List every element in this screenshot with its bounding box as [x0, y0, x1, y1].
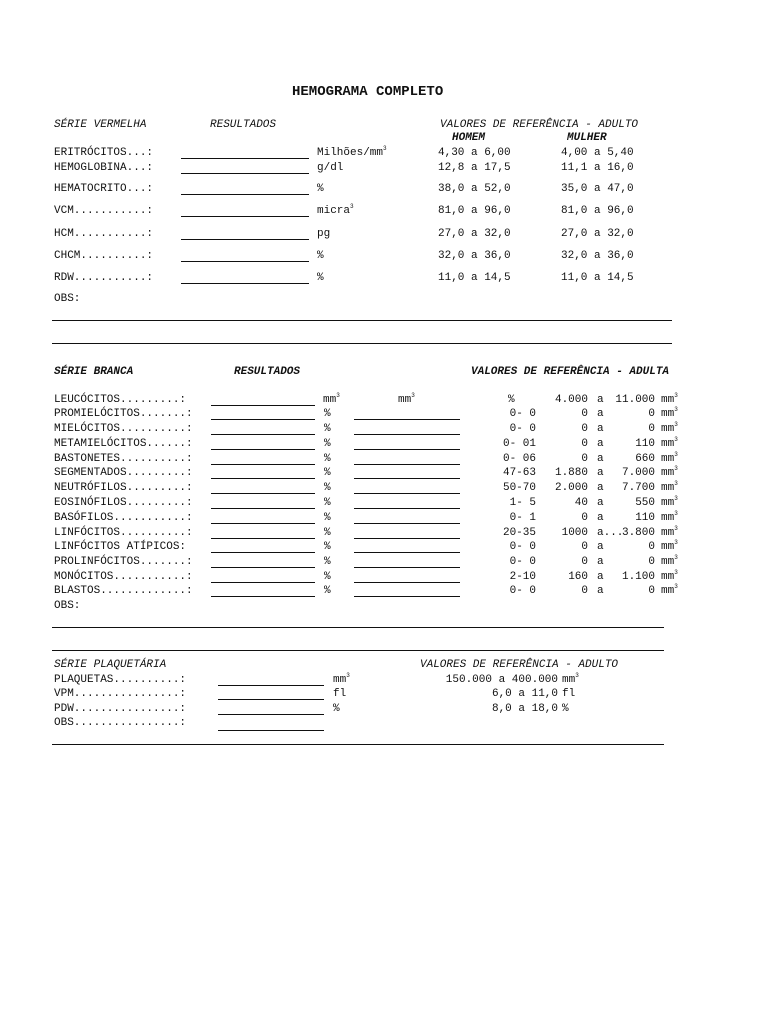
leuco-pct-header: %	[508, 394, 515, 406]
white-ref-unit-text: mm	[661, 527, 675, 539]
white-ref-pct: 0- 0	[509, 408, 536, 420]
red-row-unit-sup: 3	[383, 145, 387, 152]
red-ref-homem: 32,0 a 36,0	[438, 250, 511, 262]
platelet-ref-unit	[562, 688, 575, 701]
white-ref-a: a	[597, 408, 604, 420]
white-ref-unit	[661, 556, 678, 569]
white-ref-unit-text: mm	[661, 482, 675, 494]
white-ref-unit	[661, 512, 678, 525]
white-row-label: METAMIELÓCITOS......:	[54, 438, 193, 450]
white-ref-high: 0	[648, 541, 655, 553]
red-result-field[interactable]	[181, 216, 309, 217]
platelet-row-unit	[333, 688, 346, 701]
red-result-field[interactable]	[181, 261, 309, 262]
white-ref-high: 3.800	[621, 527, 655, 539]
platelet-obs-label: OBS................:	[54, 717, 187, 729]
white-results-header: RESULTADOS	[234, 366, 301, 378]
red-ref-homem: 81,0 a 96,0	[438, 205, 511, 217]
white-ref-unit	[661, 408, 678, 421]
white-ref-unit-text: mm	[661, 541, 675, 553]
white-row-label: NEUTRÓFILOS.........:	[54, 482, 193, 494]
white-abs-field[interactable]	[354, 419, 460, 420]
white-abs-field[interactable]	[354, 567, 460, 568]
red-row-label: HEMATOCRITO...:	[54, 183, 154, 195]
white-abs-field[interactable]	[354, 582, 460, 583]
white-ref-unit-text: mm	[661, 571, 675, 583]
white-abs-field[interactable]	[354, 464, 460, 465]
platelet-section-title: SÉRIE PLAQUETÁRIA	[54, 659, 167, 671]
leuco-result-field[interactable]	[211, 405, 315, 406]
white-section-title: SÉRIE BRANCA	[54, 366, 134, 378]
white-abs-field[interactable]	[354, 434, 460, 435]
white-obs-line-1	[52, 627, 664, 628]
red-result-field[interactable]	[181, 158, 309, 159]
white-row-label: LINFÓCITOS..........:	[54, 527, 193, 539]
white-row-label: SEGMENTADOS.........:	[54, 467, 193, 479]
white-ref-low: 40	[574, 497, 588, 509]
white-row-unit: %	[324, 482, 331, 494]
red-row-unit-text: g/dl	[317, 162, 344, 174]
white-ref-low: 0	[581, 556, 588, 568]
white-row-unit: %	[324, 423, 331, 435]
white-ref-unit-text: mm	[661, 467, 675, 479]
white-row-unit: %	[324, 585, 331, 597]
white-ref-a: a	[597, 467, 604, 479]
platelet-ref-unit	[562, 703, 569, 716]
red-section-title: SÉRIE VERMELHA	[54, 119, 147, 131]
white-ref-pct: 47-63	[502, 467, 536, 479]
white-row-label: EOSINÓFILOS.........:	[54, 497, 193, 509]
white-abs-field[interactable]	[354, 552, 460, 553]
red-row-label: VCM...........:	[54, 205, 154, 217]
red-ref-title: VALORES DE REFERÊNCIA - ADULTO	[440, 119, 639, 131]
white-ref-high: 0	[648, 585, 655, 597]
red-ref-homem: 12,8 a 17,5	[438, 162, 511, 174]
white-ref-unit-sup: 3	[674, 525, 678, 532]
red-row-unit-text: %	[317, 272, 324, 284]
red-ref-homem: 4,30 a 6,00	[438, 147, 511, 159]
leuco-unit-1-text: mm	[323, 394, 337, 406]
white-ref-a: a...	[597, 527, 624, 539]
white-row-label: BASTONETES..........:	[54, 453, 193, 465]
white-ref-unit	[661, 482, 678, 495]
mulher-header: MULHER	[567, 132, 607, 144]
white-ref-low: 0	[581, 408, 588, 420]
white-ref-a: a	[597, 512, 604, 524]
white-abs-field[interactable]	[354, 523, 460, 524]
white-ref-unit-sup: 3	[674, 421, 678, 428]
white-ref-unit-text: mm	[661, 585, 675, 597]
white-pct-field[interactable]	[211, 464, 315, 465]
white-row-unit: %	[324, 556, 331, 568]
homem-header: HOMEM	[452, 132, 486, 144]
white-ref-unit	[661, 585, 678, 598]
red-obs-line-2	[52, 343, 672, 344]
leuco-ref-unit-text: mm	[661, 394, 675, 406]
platelet-ref-range: 8,0 a 18,0	[491, 703, 558, 715]
white-ref-pct: 0- 0	[509, 556, 536, 568]
white-row-unit: %	[324, 497, 331, 509]
white-ref-low: 0	[581, 512, 588, 524]
white-ref-unit	[661, 497, 678, 510]
white-pct-field[interactable]	[211, 523, 315, 524]
platelet-ref-title: VALORES DE REFERÊNCIA - ADULTO	[420, 659, 619, 671]
white-row-unit: %	[324, 408, 331, 420]
white-row-unit: %	[324, 541, 331, 553]
platelet-obs-field[interactable]	[218, 730, 324, 731]
white-ref-pct: 0- 0	[509, 541, 536, 553]
red-row-label: RDW...........:	[54, 272, 154, 284]
red-ref-mulher: 32,0 a 36,0	[561, 250, 634, 262]
red-row-unit	[317, 228, 330, 241]
white-ref-unit-sup: 3	[674, 554, 678, 561]
red-row-unit-text: micra	[317, 205, 351, 217]
white-obs-label: OBS:	[54, 600, 81, 612]
platelet-obs-line	[52, 744, 664, 745]
red-row-unit-sup: 3	[350, 203, 354, 210]
leuco-ref-a: a	[597, 394, 604, 406]
red-ref-mulher: 11,0 a 14,5	[561, 272, 634, 284]
white-row-label: MIELÓCITOS..........:	[54, 423, 193, 435]
red-row-unit-text: %	[317, 183, 324, 195]
red-row-unit	[317, 250, 324, 263]
leuco-unit-1-sup: 3	[336, 392, 340, 399]
platelet-row-unit-text: mm	[333, 674, 347, 686]
white-ref-a: a	[597, 585, 604, 597]
white-ref-high: 550	[635, 497, 655, 509]
red-ref-mulher: 81,0 a 96,0	[561, 205, 634, 217]
white-ref-unit	[661, 438, 678, 451]
white-ref-low: 160	[568, 571, 588, 583]
red-ref-mulher: 4,00 a 5,40	[561, 147, 634, 159]
platelet-result-field[interactable]	[218, 714, 324, 715]
leuco-label: LEUCÓCITOS.........:	[54, 394, 187, 406]
leuco-unit-1	[323, 394, 340, 407]
white-ref-unit-sup: 3	[674, 436, 678, 443]
platelet-ref-unit-text: mm	[562, 674, 576, 686]
white-ref-unit-text: mm	[661, 423, 675, 435]
red-ref-mulher: 27,0 a 32,0	[561, 228, 634, 240]
white-ref-unit-text: mm	[661, 453, 675, 465]
red-row-label: HEMOGLOBINA...:	[54, 162, 154, 174]
white-ref-low: 1000	[561, 527, 588, 539]
red-result-field[interactable]	[181, 194, 309, 195]
white-pct-field[interactable]	[211, 538, 315, 539]
platelet-ref-range: 6,0 a 11,0	[491, 688, 558, 700]
white-row-label: BLASTOS.............:	[54, 585, 193, 597]
white-row-unit: %	[324, 571, 331, 583]
red-ref-homem: 38,0 a 52,0	[438, 183, 511, 195]
red-result-field[interactable]	[181, 173, 309, 174]
red-ref-mulher: 11,1 a 16,0	[561, 162, 634, 174]
white-row-unit: %	[324, 438, 331, 450]
white-ref-a: a	[597, 556, 604, 568]
platelet-row-unit	[333, 703, 340, 716]
white-ref-unit-sup: 3	[674, 406, 678, 413]
red-row-unit	[317, 183, 324, 196]
white-ref-high: 0	[648, 556, 655, 568]
white-ref-unit-sup: 3	[674, 465, 678, 472]
white-abs-field[interactable]	[354, 596, 460, 597]
white-row-unit: %	[324, 512, 331, 524]
white-row-unit: %	[324, 453, 331, 465]
white-ref-unit-text: mm	[661, 497, 675, 509]
white-ref-low: 2.000	[554, 482, 588, 494]
platelet-ref-unit-text: %	[562, 703, 569, 715]
leuco-unit-2	[398, 394, 415, 407]
white-row-label: BASÓFILOS...........:	[54, 512, 193, 524]
platelet-ref-range: 150.000 a 400.000	[445, 674, 558, 686]
red-result-field[interactable]	[181, 283, 309, 284]
red-obs-line-1	[52, 320, 672, 321]
white-ref-unit	[661, 423, 678, 436]
white-ref-low: 1.880	[554, 467, 588, 479]
white-ref-unit-sup: 3	[674, 510, 678, 517]
red-ref-homem: 27,0 a 32,0	[438, 228, 511, 240]
white-ref-low: 0	[581, 541, 588, 553]
white-pct-field[interactable]	[211, 449, 315, 450]
leuco-ref-high: 11.000	[615, 394, 655, 406]
white-ref-unit-sup: 3	[674, 539, 678, 546]
white-ref-high: 7.000	[621, 467, 655, 479]
white-ref-unit-sup: 3	[674, 480, 678, 487]
white-pct-field[interactable]	[211, 552, 315, 553]
white-abs-field[interactable]	[354, 493, 460, 494]
red-row-unit-text: Milhões/mm	[317, 147, 384, 159]
red-row-unit-text: %	[317, 250, 324, 262]
white-ref-unit-sup: 3	[674, 451, 678, 458]
platelet-row-unit-text: fl	[333, 688, 347, 700]
white-ref-high: 0	[648, 423, 655, 435]
white-ref-a: a	[597, 497, 604, 509]
white-row-label: PROLINFÓCITOS.......:	[54, 556, 193, 568]
white-ref-low: 0	[581, 438, 588, 450]
red-row-label: HCM...........:	[54, 228, 154, 240]
white-abs-field[interactable]	[354, 449, 460, 450]
red-row-label: CHCM..........:	[54, 250, 154, 262]
white-ref-unit-sup: 3	[674, 583, 678, 590]
platelet-ref-unit	[562, 674, 579, 687]
white-pct-field[interactable]	[211, 508, 315, 509]
white-ref-unit-text: mm	[661, 512, 675, 524]
red-row-unit	[317, 205, 354, 218]
platelet-row-label: PDW................:	[54, 703, 187, 715]
white-pct-field[interactable]	[211, 419, 315, 420]
platelet-ref-unit-text: fl	[562, 688, 576, 700]
white-row-label: PROMIELÓCITOS.......:	[54, 408, 193, 420]
white-pct-field[interactable]	[211, 582, 315, 583]
platelet-row-label: PLAQUETAS..........:	[54, 674, 187, 686]
platelet-ref-unit-sup: 3	[575, 672, 579, 679]
white-ref-high: 660	[635, 453, 655, 465]
white-ref-low: 0	[581, 585, 588, 597]
white-pct-field[interactable]	[211, 596, 315, 597]
red-row-unit-text: pg	[317, 228, 331, 240]
white-ref-unit-text: mm	[661, 556, 675, 568]
white-pct-field[interactable]	[211, 434, 315, 435]
leuco-unit-2-sup: 3	[411, 392, 415, 399]
white-ref-low: 0	[581, 423, 588, 435]
white-row-unit: %	[324, 527, 331, 539]
white-row-label: MONÓCITOS...........:	[54, 571, 193, 583]
white-ref-high: 0	[648, 408, 655, 420]
white-pct-field[interactable]	[211, 493, 315, 494]
white-ref-high: 110	[635, 512, 655, 524]
white-ref-high: 7.700	[621, 482, 655, 494]
white-ref-high: 110	[635, 438, 655, 450]
white-row-label: LINFÓCITOS ATÍPICOS:	[54, 541, 187, 553]
white-obs-line-2	[52, 650, 664, 651]
white-ref-unit	[661, 467, 678, 480]
white-ref-unit-sup: 3	[674, 495, 678, 502]
white-ref-pct: 0- 06	[502, 453, 536, 465]
white-ref-a: a	[597, 423, 604, 435]
red-obs-label: OBS:	[54, 293, 81, 305]
red-results-header: RESULTADOS	[210, 119, 277, 131]
white-ref-pct: 1- 5	[509, 497, 536, 509]
white-ref-high: 1.100	[621, 571, 655, 583]
platelet-row-label: VPM................:	[54, 688, 187, 700]
white-pct-field[interactable]	[211, 478, 315, 479]
red-row-unit	[317, 162, 343, 175]
leuco-ref-low: 4.000	[554, 394, 588, 406]
white-ref-a: a	[597, 482, 604, 494]
white-ref-a: a	[597, 438, 604, 450]
red-row-unit	[317, 147, 387, 160]
white-abs-field[interactable]	[354, 538, 460, 539]
white-pct-field[interactable]	[211, 567, 315, 568]
platelet-result-field[interactable]	[218, 699, 324, 700]
platelet-row-unit-sup: 3	[346, 672, 350, 679]
white-ref-pct: 0- 01	[502, 438, 536, 450]
white-ref-low: 0	[581, 453, 588, 465]
red-ref-mulher: 35,0 a 47,0	[561, 183, 634, 195]
white-ref-pct: 0- 0	[509, 423, 536, 435]
leuco-unit-2-text: mm	[398, 394, 412, 406]
white-ref-pct: 2-10	[509, 571, 536, 583]
red-ref-homem: 11,0 a 14,5	[438, 272, 511, 284]
white-ref-unit-text: mm	[661, 438, 675, 450]
white-ref-a: a	[597, 453, 604, 465]
red-row-unit	[317, 272, 324, 285]
white-ref-unit-sup: 3	[674, 569, 678, 576]
leuco-ref-unit-sup: 3	[674, 392, 678, 399]
white-ref-unit-text: mm	[661, 408, 675, 420]
white-abs-field[interactable]	[354, 478, 460, 479]
page-title: HEMOGRAMA COMPLETO	[292, 84, 444, 100]
white-ref-pct: 20-35	[502, 527, 536, 539]
white-ref-pct: 0- 0	[509, 585, 536, 597]
platelet-result-field[interactable]	[218, 685, 324, 686]
white-ref-pct: 50-70	[502, 482, 536, 494]
white-ref-pct: 0- 1	[509, 512, 536, 524]
platelet-row-unit-text: %	[333, 703, 340, 715]
white-row-unit: %	[324, 467, 331, 479]
white-ref-a: a	[597, 541, 604, 553]
white-ref-title: VALORES DE REFERÊNCIA - ADULTA	[471, 366, 670, 378]
platelet-row-unit	[333, 674, 350, 687]
white-abs-field[interactable]	[354, 508, 460, 509]
white-ref-a: a	[597, 571, 604, 583]
red-row-label: ERITRÓCITOS...:	[54, 147, 154, 159]
red-result-field[interactable]	[181, 239, 309, 240]
white-ref-unit	[661, 541, 678, 554]
